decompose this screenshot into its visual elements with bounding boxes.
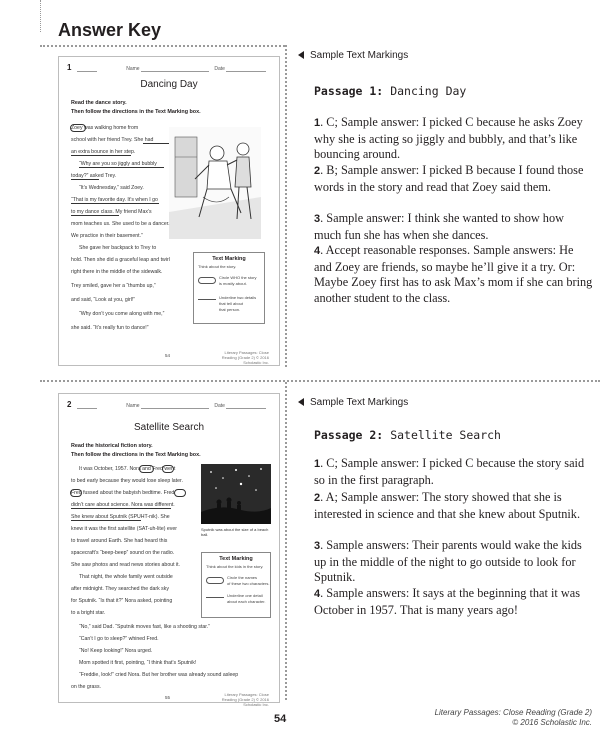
- thumb-instruction-2: Then follow the directions in the Text Marking box.: [71, 452, 201, 458]
- date-label: Date: [214, 66, 225, 72]
- story-line: today?” asked Trey.: [71, 173, 117, 179]
- top-margin-rule: [40, 0, 41, 32]
- passage-number: 2: [67, 400, 72, 409]
- answer-4: 4. Sample answers: It says at the beginning that it was October in 1957. That is many years ago!: [314, 586, 581, 617]
- circle-marking: [70, 489, 82, 497]
- story-line: Fred fussed about the babyish bedtime. Fred: [71, 490, 175, 496]
- story-line: school with her friend Trey. She had: [71, 137, 154, 143]
- story-line: “No,” said Dad. “Sputnik moves fast, like a shooting star.”: [79, 624, 210, 630]
- passage-2-title: Passage 2: Satellite Search: [314, 428, 501, 442]
- story-line: mom teaches us. She used to be a dancer.: [71, 221, 170, 227]
- thumb-footer: Literary Passages: Close Reading (Grade 2) © 2016 Scholastic Inc.: [221, 350, 269, 365]
- thumb-title: Satellite Search: [133, 422, 205, 433]
- story-line: “It’s Wednesday,” said Zoey.: [79, 185, 144, 191]
- circle-marking: [162, 465, 174, 473]
- underline-marking: [71, 520, 141, 521]
- story-line: She saw photos and read news stories about it.: [71, 562, 181, 568]
- story-line: Zoey was walking home from: [71, 125, 139, 131]
- story-line: to travel around Earth. She had heard this: [71, 538, 168, 544]
- circle-marking: [139, 465, 154, 473]
- text-marking-line: Underline one detail: [227, 593, 263, 598]
- story-line: She knew about Sputnik (SPUHT-nik). She: [71, 514, 170, 520]
- text-marking-line: that person.: [219, 307, 241, 312]
- text-marking-line: Underline two details: [219, 295, 257, 300]
- text-marking-line: Think about the story.: [198, 264, 237, 269]
- story-line: Trey smiled, gave her a “thumbs up,”: [71, 283, 156, 289]
- answer-1: 1. C; Sample answer: I picked C because he asks Zoey why she is acting so jiggly and bubbly, and that’s like bouncing around.: [314, 115, 583, 161]
- underline-marking: [71, 508, 171, 509]
- passage-1-thumbnail: [58, 56, 280, 366]
- underline-marking: [71, 155, 131, 156]
- sample-text-markings-label-1: Sample Text Markings: [298, 50, 408, 61]
- story-line: “Can’t I go to sleep?” whined Fred.: [79, 636, 159, 642]
- top-divider: [40, 45, 285, 47]
- story-line: Mom spotted it first, pointing, “I think that’s Sputnik!: [79, 660, 197, 666]
- text-marking-title: Text Marking: [219, 556, 253, 562]
- credit-line: Literary Passages: Close Reading (Grade 2) © 2016 Scholastic Inc.: [434, 708, 592, 727]
- underline-marking: [143, 143, 169, 144]
- illustration-caption: Sputnik was about the size of a beach ball.: [201, 527, 269, 537]
- story-line: “Why don’t you come along with me,”: [79, 311, 165, 317]
- thumb-page-number: 54: [165, 353, 171, 358]
- passage-number: 1: [67, 63, 72, 72]
- page-title: Answer Key: [58, 20, 162, 40]
- text-marking-line: is mostly about.: [219, 281, 247, 286]
- story-line: an extra bounce in her step.: [71, 149, 136, 155]
- story-line: “Freddie, look!” cried Nora. But her brother was already sound asleep: [79, 672, 239, 678]
- story-line: to my dance class. My friend Max’s: [71, 209, 152, 215]
- answer-2: 2. B; Sample answer: I picked B because I found those words in the story and read that Zoey said them.: [314, 163, 584, 194]
- underline-marking: [71, 215, 119, 216]
- bottom-vertical-divider: [285, 382, 287, 700]
- thumb-instruction-1: Read the dance story.: [71, 100, 127, 106]
- text-marking-line: that tell about: [219, 301, 244, 306]
- story-line: knew it was the first satellite (SAT-uh-lite) ever: [71, 526, 177, 532]
- underline-icon: [198, 299, 216, 300]
- underline-icon: [206, 597, 224, 598]
- story-line: she said. “It’s really fun to dance!”: [71, 325, 149, 331]
- arrow-left-icon: [298, 398, 304, 406]
- story-line: hold. Then she did a graceful leap and twirl: [71, 257, 170, 263]
- thumb-instruction-1: Read the historical fiction story.: [71, 443, 153, 449]
- arrow-left-icon: [298, 51, 304, 59]
- text-marking-line: Circle the names: [227, 575, 258, 580]
- thumb-page-number: 55: [165, 695, 171, 700]
- underline-marking: [79, 167, 164, 168]
- story-line: to bed early because they would lose sleep later.: [71, 478, 183, 484]
- text-marking-line: Circle WHO the story: [219, 275, 257, 280]
- answer-4: 4. Accept reasonable responses. Sample answers: He and Zoey are friends, so maybe he’ll give it a try. Or: Maybe Zoey first has to ask Max’s mom if she can bring another student to the class.: [314, 243, 593, 305]
- circle-marking: [70, 124, 86, 132]
- story-line: “No! Keep looking!” Nora urged.: [79, 648, 153, 654]
- sample-text-markings-label-2: Sample Text Markings: [298, 397, 408, 408]
- answer-3: 3. Sample answers: Their parents would wake the kids up in the middle of the night to go outside to look for Sputnik.: [314, 538, 582, 584]
- story-line: to a bright star.: [71, 610, 106, 616]
- text-marking-title: Text Marking: [212, 256, 246, 262]
- story-line: after midnight. They searched the dark sky: [71, 586, 169, 592]
- text-marking-box: [193, 252, 265, 324]
- story-line: right there in the middle of the sidewalk.: [71, 269, 163, 275]
- story-line: It was October, 1957. Nora and Fred went: [79, 466, 176, 472]
- underline-marking: [71, 179, 99, 180]
- date-label: Date: [214, 403, 225, 409]
- night-sky-illustration: [201, 464, 271, 524]
- passage-2-thumbnail: [58, 393, 280, 707]
- answer-2: 2. A; Sample answer: The story showed that she is interested in science and that she knew about Sputnik.: [314, 490, 581, 521]
- name-date-row: [67, 63, 272, 72]
- answer-1: 1. C; Sample answer: I picked C because the story said so in the first paragraph.: [314, 456, 585, 487]
- story-line: We practice in their basement.”: [71, 233, 143, 239]
- story-line: “That is my favorite day. It’s when I go: [71, 197, 158, 203]
- thumb-footer: Literary Passages: Close Reading (Grade 2) © 2016 Scholastic Inc.: [221, 692, 269, 707]
- story-line: for Sputnik. “Is that it?” Nora asked, pointing: [71, 598, 173, 604]
- text-marking-line: Think about the kids in the story.: [206, 564, 264, 569]
- underline-marking: [71, 203, 159, 204]
- text-marking-line: of these two characters.: [227, 581, 270, 586]
- top-vertical-divider: [285, 45, 287, 367]
- oval-icon: [198, 277, 216, 284]
- name-date-row: [67, 400, 272, 409]
- name-label: Name: [126, 403, 140, 409]
- oval-icon: [206, 577, 224, 584]
- name-label: Name: [126, 66, 140, 72]
- text-marking-box: [201, 552, 271, 618]
- thumb-title: Dancing Day: [140, 79, 198, 90]
- text-marking-line: about each character.: [227, 599, 266, 604]
- middle-divider: [40, 380, 600, 382]
- passage-1-title: Passage 1: Dancing Day: [314, 84, 467, 98]
- dancing-illustration: [169, 127, 261, 239]
- story-line: She gave her backpack to Trey to: [79, 245, 157, 251]
- story-line: “Why are you so jiggly and bubbly: [79, 161, 157, 167]
- page-number: 54: [274, 713, 287, 725]
- answer-3: 3. Sample answer: I think she wanted to show how much fun she has when she dances.: [314, 211, 564, 242]
- story-line: That night, the whole family went outside: [79, 574, 173, 580]
- story-line: spacecraft’s “beep-beep” sound on the radio.: [71, 550, 175, 556]
- thumb-instruction-2: Then follow the directions in the Text Marking box.: [71, 109, 201, 115]
- story-line: and said, “Look at you, girl!”: [71, 297, 136, 303]
- story-line: didn’t care about science. Nora was different.: [71, 502, 175, 508]
- circle-marking: [174, 489, 186, 497]
- story-line: on the grass.: [71, 684, 101, 690]
